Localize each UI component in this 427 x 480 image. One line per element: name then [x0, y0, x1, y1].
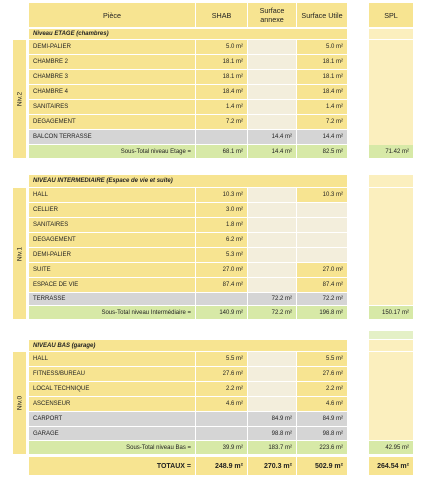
row-annexe: 72.2 m²	[248, 293, 296, 305]
row-shab: 4.6 m²	[196, 397, 247, 411]
row-shab: 5.0 m²	[196, 40, 247, 54]
row-name: SANITAIRES	[29, 218, 195, 232]
row-name: ASCENSEUR	[29, 397, 195, 411]
row-shab: 3.0 m²	[196, 203, 247, 217]
header-piece: Pièce	[29, 3, 195, 27]
total-shab: 248.9 m²	[196, 457, 247, 475]
section-title: Niveau ETAGE (chambres)	[29, 29, 347, 39]
subtotal-shab: 39.9 m²	[196, 441, 247, 454]
row-utile: 2.2 m²	[297, 382, 347, 396]
row-utile: 5.5 m²	[297, 352, 347, 366]
row-annexe	[248, 115, 296, 129]
row-shab	[196, 412, 247, 426]
row-annexe	[248, 248, 296, 262]
level-label-cell	[13, 188, 26, 319]
subtotal-label: Sous-Total niveau Etage =	[29, 145, 195, 158]
header-utile: Surface Utile	[297, 3, 347, 27]
level-label-cell	[13, 352, 26, 454]
subtotal-spl: 150.17 m²	[369, 306, 413, 319]
row-name: BALCON TERRASSE	[29, 130, 195, 144]
row-name: SUITE	[29, 263, 195, 277]
total-annexe: 270.3 m²	[248, 457, 296, 475]
spl-filler	[369, 29, 413, 39]
row-shab: 2.2 m²	[196, 382, 247, 396]
row-shab: 6.2 m²	[196, 233, 247, 247]
row-name: FITNESS/BUREAU	[29, 367, 195, 381]
row-utile: 14.4 m²	[297, 130, 347, 144]
row-utile	[297, 248, 347, 262]
total-utile: 502.9 m²	[297, 457, 347, 475]
subtotal-annexe: 183.7 m²	[248, 441, 296, 454]
row-name: CHAMBRE 3	[29, 70, 195, 84]
level-label: Niv.2	[16, 91, 23, 107]
row-annexe	[248, 367, 296, 381]
spl-filler	[369, 340, 413, 351]
row-shab: 18.4 m²	[196, 85, 247, 99]
row-name: DEMI-PALIER	[29, 40, 195, 54]
row-name: DEGAGEMENT	[29, 115, 195, 129]
row-shab: 10.3 m²	[196, 188, 247, 202]
row-shab: 87.4 m²	[196, 278, 247, 292]
row-name: CELLIER	[29, 203, 195, 217]
row-utile: 18.4 m²	[297, 85, 347, 99]
row-utile: 18.1 m²	[297, 70, 347, 84]
row-annexe	[248, 188, 296, 202]
row-annexe	[248, 100, 296, 114]
row-shab: 27.0 m²	[196, 263, 247, 277]
row-name: SANITAIRES	[29, 100, 195, 114]
row-utile	[297, 218, 347, 232]
row-utile: 84.9 m²	[297, 412, 347, 426]
level-label-cell	[13, 40, 26, 158]
spl-filler	[369, 40, 413, 145]
total-label: TOTAUX =	[29, 457, 195, 475]
section-title: NIVEAU INTERMEDIAIRE (Espace de vie et suite)	[29, 175, 347, 187]
row-name: HALL	[29, 352, 195, 366]
row-utile: 4.6 m²	[297, 397, 347, 411]
row-annexe	[248, 203, 296, 217]
row-shab: 7.2 m²	[196, 115, 247, 129]
row-annexe	[248, 278, 296, 292]
row-annexe: 98.8 m²	[248, 427, 296, 440]
row-utile: 10.3 m²	[297, 188, 347, 202]
row-utile: 72.2 m²	[297, 293, 347, 305]
header-shab: SHAB	[196, 3, 247, 27]
row-utile: 87.4 m²	[297, 278, 347, 292]
header-spl: SPL	[369, 3, 413, 27]
row-name: HALL	[29, 188, 195, 202]
row-name: LOCAL TECHNIQUE	[29, 382, 195, 396]
row-annexe	[248, 40, 296, 54]
row-annexe	[248, 352, 296, 366]
row-annexe	[248, 218, 296, 232]
row-name: TERRASSE	[29, 293, 195, 305]
row-shab	[196, 293, 247, 305]
subtotal-utile: 196.8 m²	[297, 306, 347, 319]
row-utile: 27.0 m²	[297, 263, 347, 277]
row-annexe	[248, 85, 296, 99]
section-title: NIVEAU BAS (garage)	[29, 340, 347, 351]
row-utile: 98.8 m²	[297, 427, 347, 440]
subtotal-shab: 140.9 m²	[196, 306, 247, 319]
spl-filler	[369, 331, 413, 339]
row-name: CHAMBRE 4	[29, 85, 195, 99]
row-annexe	[248, 397, 296, 411]
spacer-row	[29, 331, 347, 339]
subtotal-utile: 82.5 m²	[297, 145, 347, 158]
row-annexe	[248, 263, 296, 277]
level-label: Niv.0	[16, 395, 23, 411]
row-shab: 5.3 m²	[196, 248, 247, 262]
row-shab: 1.4 m²	[196, 100, 247, 114]
row-name: GARAGE	[29, 427, 195, 440]
subtotal-shab: 68.1 m²	[196, 145, 247, 158]
row-utile: 7.2 m²	[297, 115, 347, 129]
total-spl: 264.54 m²	[369, 457, 413, 475]
row-annexe	[248, 233, 296, 247]
spl-filler	[369, 352, 413, 440]
row-utile: 18.1 m²	[297, 55, 347, 69]
row-annexe: 84.9 m²	[248, 412, 296, 426]
row-name: ESPACE DE VIE	[29, 278, 195, 292]
row-name: CARPORT	[29, 412, 195, 426]
row-shab: 18.1 m²	[196, 70, 247, 84]
spl-filler	[369, 175, 413, 187]
subtotal-utile: 223.6 m²	[297, 441, 347, 454]
row-utile	[297, 233, 347, 247]
row-annexe	[248, 382, 296, 396]
row-utile	[297, 203, 347, 217]
row-annexe	[248, 70, 296, 84]
row-name: DEMI-PALIER	[29, 248, 195, 262]
level-label: Niv.1	[16, 246, 23, 261]
header-annexe: Surface annexe	[248, 3, 296, 27]
row-shab	[196, 427, 247, 440]
subtotal-annexe: 72.2 m²	[248, 306, 296, 319]
subtotal-spl: 42.95 m²	[369, 441, 413, 454]
row-shab	[196, 130, 247, 144]
row-utile: 27.6 m²	[297, 367, 347, 381]
row-utile: 1.4 m²	[297, 100, 347, 114]
subtotal-label: Sous-Total niveau Bas =	[29, 441, 195, 454]
row-shab: 27.6 m²	[196, 367, 247, 381]
row-name: CHAMBRE 2	[29, 55, 195, 69]
row-annexe: 14.4 m²	[248, 130, 296, 144]
row-shab: 1.8 m²	[196, 218, 247, 232]
spl-filler	[369, 188, 413, 305]
subtotal-annexe: 14.4 m²	[248, 145, 296, 158]
row-annexe	[248, 55, 296, 69]
subtotal-label: Sous-Total niveau Intermédiaire =	[29, 306, 195, 319]
subtotal-spl: 71.42 m²	[369, 145, 413, 158]
row-utile: 5.0 m²	[297, 40, 347, 54]
row-name: DEGAGEMENT	[29, 233, 195, 247]
row-shab: 5.5 m²	[196, 352, 247, 366]
row-shab: 18.1 m²	[196, 55, 247, 69]
